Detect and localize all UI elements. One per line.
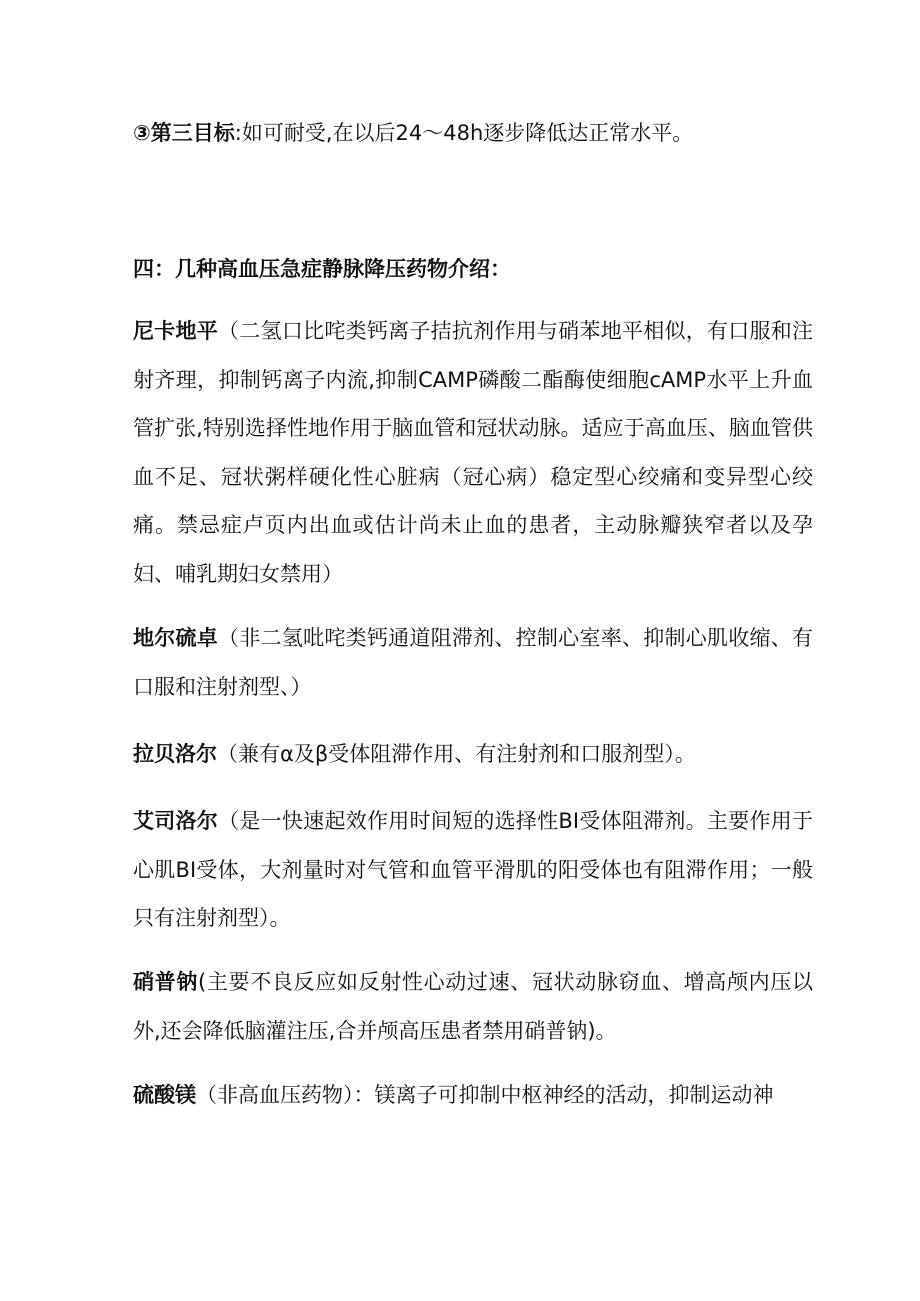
drug-name: 艾司洛尔 <box>133 809 219 833</box>
drug-name: 硝普钠 <box>133 970 199 994</box>
drug-name: 尼卡地平 <box>133 319 219 343</box>
drug-paragraph-magnesium-sulfate <box>133 1071 813 1120</box>
drug-paragraph-labetalol <box>133 730 813 779</box>
drug-description: （二氢口比咤类钙离子拮抗剂作用与硝苯地平相似，有口服和注射齐理，抑制钙离子内流,抑制CAMP磷酸二酯酶使细胞cAMP水平上升血管扩张,特别选择性地作用于脑血管和冠状动脉。适应于高血压、脑血管供血不足、冠状粥样硬化性心脏病（冠心病）稳定型心绞痛和变异型心绞痛。禁忌症卢页内出血或估计尚未止血的患者，主动脉瓣狭窄者以及孕妇、哺乳期妇女禁用） <box>133 319 814 586</box>
drug-description: （是一快速起效作用时间短的选择性BI受体阻滞剂。主要作用于心肌BI受体，大剂量时对气管和血管平滑肌的阳受体也有阻滞作用；一般只有注射剂型）。 <box>133 809 813 930</box>
drug-description: (主要不良反应如反射性心动过速、冠状动脉窃血、增高颅内压以外,还会降低脑灌注压,合并颅高压患者禁用硝普钠)。 <box>133 970 813 1043</box>
drug-name: 硫酸镁 <box>133 1083 196 1107</box>
section-title: 四：几种高血压急症静脉降压药物介绍： <box>133 257 511 281</box>
drug-paragraph-nitroprusside <box>133 958 813 1055</box>
drug-name: 拉贝洛尔 <box>133 742 217 766</box>
target-term: ③第三目标 <box>133 121 235 145</box>
target-paragraph <box>133 109 813 158</box>
drug-description: （非高血压药物）：镁离子可抑制中枢神经的活动，抑制运动神 <box>196 1083 774 1107</box>
target-body: :如可耐受,在以后24～48h逐步降低达正常水平。 <box>234 121 694 145</box>
drug-name: 地尔硫卓 <box>133 626 219 650</box>
drug-paragraph-nicardipine <box>133 307 813 598</box>
drug-paragraph-diltiazem <box>133 614 813 711</box>
drug-description: （兼有α及β受体阻滞作用、有注射剂和口服剂型）。 <box>217 742 696 766</box>
drug-description: （非二氢吡咤类钙通道阻滞剂、控制心室率、抑制心肌收缩、有口服和注射剂型、） <box>133 626 814 699</box>
drug-paragraph-esmolol <box>133 797 813 943</box>
